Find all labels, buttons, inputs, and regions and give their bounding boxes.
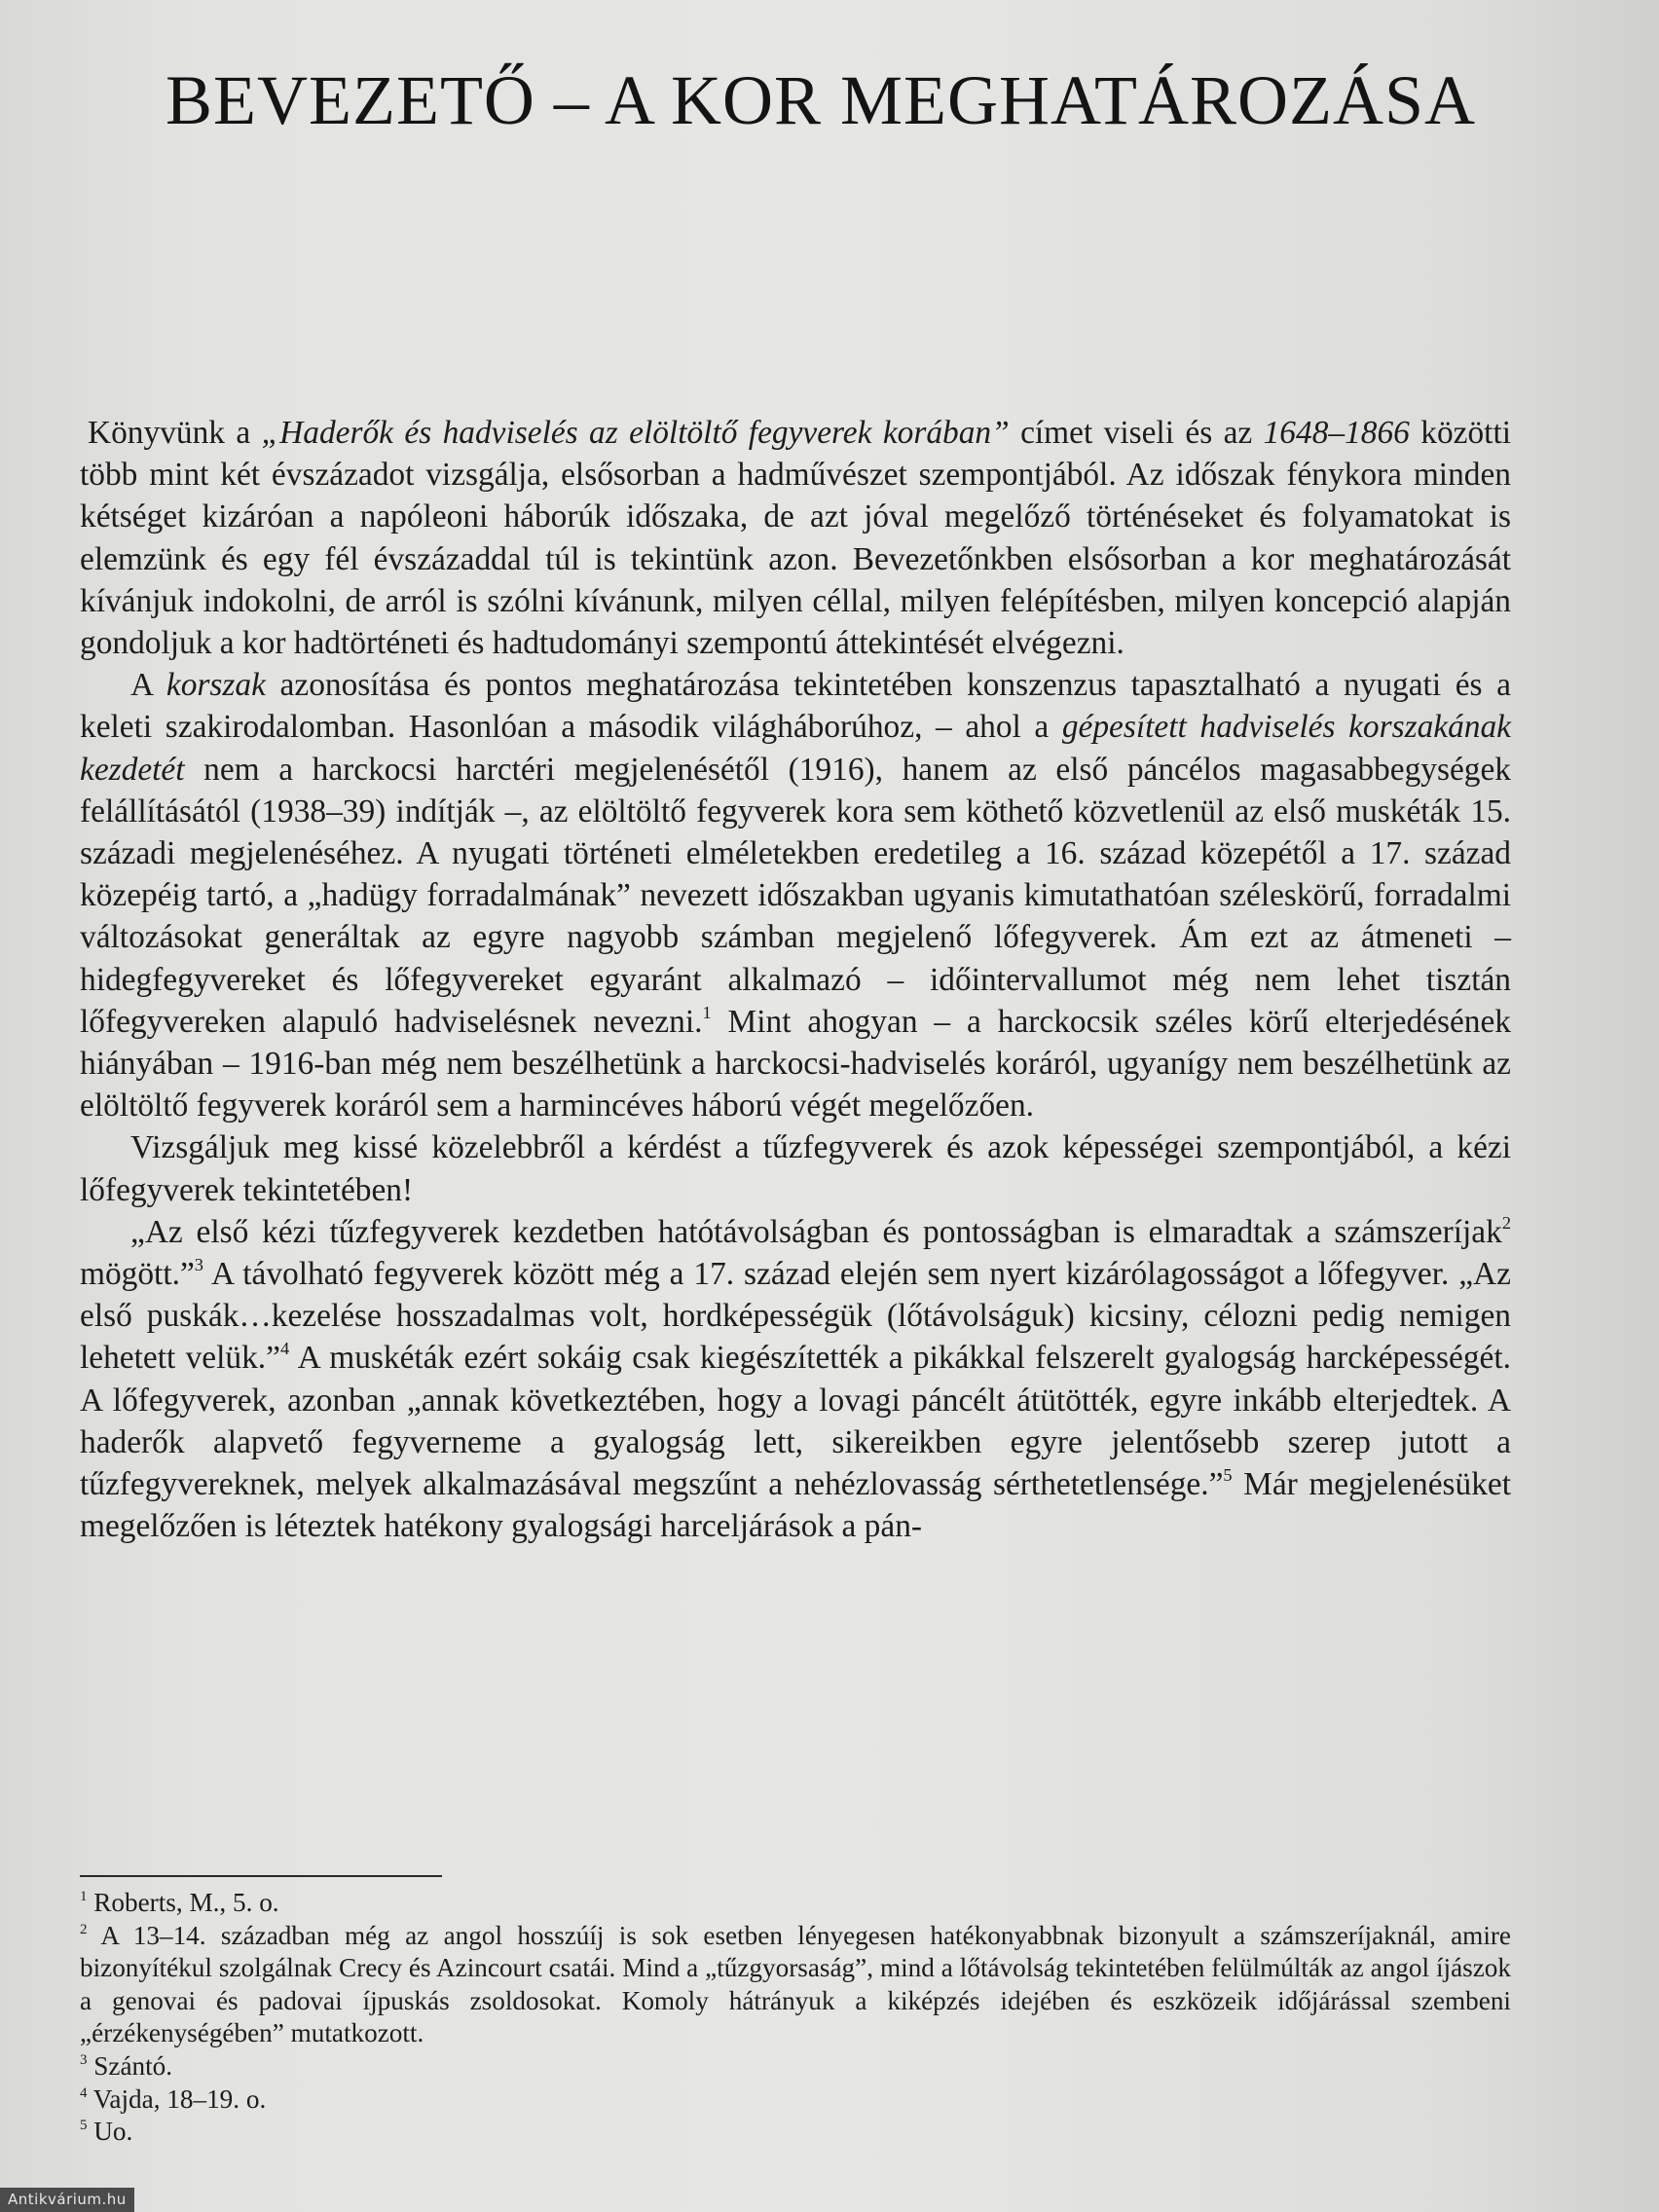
text-run: A xyxy=(130,667,166,704)
chapter-title: BEVEZETŐ – A KOR MEGHATÁROZÁSA xyxy=(166,61,1477,139)
footnote-text: Vajda, 18–19. o. xyxy=(87,2083,267,2114)
text-run: A távolható fegyverek között még a 17. század elején sem nyert kizárólagosságot a lőfegyver. „Az első puskák…kezelése hosszadalmas volt, hordképességük (lőtávolságuk) kicsiny, célozni pedig nemigen lehetett velük.” xyxy=(80,1256,1511,1377)
footnote-ref: 2 xyxy=(1501,1213,1511,1234)
italic-term: gépesített hadviselés korszakának kezdetét xyxy=(80,709,1511,788)
text-run: mögött.” xyxy=(80,1256,195,1293)
text-run: A muskéták ezért sokáig csak kiegészítették a pikákkal felszerelt gyalogság harcképességét. A lőfegyverek, azonban „annak következtében, hogy a lovagi páncélt átütötték, egyre inkább elterjedtek. A haderők alapvető fegyverneme a gyalogság lett, sikereikben egyre jelentősebb szerep jutott a tűzfegyvereknek, melyek alkalmazásával megszűnt a nehézlovasság sérthetetlensége.” xyxy=(80,1340,1512,1503)
text-run: azonosítása és pontos meghatározása tekintetében konszenzus tapasztalható a nyugati és a keleti szakirodalomban. Hasonlóan a második világháborúhoz, – ahol a xyxy=(80,667,1511,746)
footnote-1 xyxy=(80,1887,1511,1920)
body-text xyxy=(80,412,1511,1547)
footnote-text: Roberts, M., 5. o. xyxy=(87,1888,279,1917)
footnote-number: 2 xyxy=(80,1921,88,1937)
footnote-4 xyxy=(80,2083,1511,2117)
footnote-ref: 3 xyxy=(194,1255,203,1275)
text-run: Vizsgáljuk meg kissé közelebbről a kérdést a tűzfegyverek és azok képességei szempontjából, a kézi lőfegyverek tekintetében! xyxy=(80,1129,1511,1208)
text-run: közötti több mint két évszázadot vizsgálja, elsősorban a hadművészet szempontjából. Az időszak fénykora minden kétséget kizáróan a napóleoni háborúk időszaka, de azt jóval megelőző történéseket és folyamatokat is elemzünk és egy fél évszázaddal túl is tekintünk azon. Bevezetőnkben elsősorban a kor meghatározását kívánjuk indokolni, de arról is szólni kívánunk, milyen céllal, milyen felépítésben, milyen koncepció alapján gondoljuk a kor hadtörténeti és hadtudományi szempontú áttekintését elvégezni. xyxy=(80,415,1511,662)
footnote-number: 3 xyxy=(80,2051,88,2068)
italic-period: 1648–1866 xyxy=(1263,415,1410,451)
paragraph-4 xyxy=(80,1211,1511,1548)
footnote-3 xyxy=(80,2050,1511,2083)
paragraph-1 xyxy=(80,412,1511,664)
footnote-ref: 4 xyxy=(279,1339,290,1359)
footnote-divider xyxy=(80,1875,442,1877)
text-run: Könyvünk a xyxy=(88,415,262,451)
footnote-number: 1 xyxy=(80,1888,88,1904)
footnote-number: 5 xyxy=(80,2117,88,2133)
text-run: címet viseli és az xyxy=(1009,415,1264,451)
text-run: nem a harckocsi harctéri megjelenésétől (1916), hanem az első páncélos magasabbegységek felállításától (1938–39) indítják –, az elöltöltő fegyverek kora sem köthető közvetlenül az első muskéták 15. századi megjelenéséhez. A nyugati történeti elméletekben eredetileg a 16. század közepétől a 17. század közepéig tartó, a „hadügy forradalmának” nevezett időszakban ugyanis kimutathatóan széleskörű, forradalmi változásokat generáltak az egyre nagyobb számban megjelenő lőfegyverek. Ám ezt az átmeneti – hidegfegyvereket és lőfegyvereket egyaránt alkalmazó – időintervallumot még nem lehet tisztán lőfegyvereken alapuló hadviselésnek nevezni. xyxy=(80,751,1511,1040)
footnote-5 xyxy=(80,2116,1511,2149)
text-run: „Az első kézi tűzfegyverek kezdetben hatótávolságban és pontosságban is elmaradtak a számszeríjak xyxy=(130,1213,1502,1250)
watermark-label: Antikvárium.hu xyxy=(0,2188,134,2212)
footnotes xyxy=(80,1887,1511,2149)
paragraph-3 xyxy=(80,1126,1511,1210)
footnote-text: Szántó. xyxy=(87,2050,173,2081)
footnote-text: A 13–14. században még az angol hosszúíj is sok esetben lényegesen hatékonyabbnak bizonyult a számszeríjaknál, amire bizonyítékul szolgálnak Crecy és Azincourt csatái. Mind a „tűzgyorsaság”, mind a lőtávolság tekintetében felülmúlták az angol íjászok a genovai és padovai íjpuskás zsoldosokat. Komoly hátrányuk a kiképzés idejében és eszközeik időjárással szembeni „érzékenységében” mutatkozott. xyxy=(80,1920,1511,2048)
text-run: Már megjelenésüket megelőzően is léteztek hatékony gyalogsági harceljárások a pán- xyxy=(80,1466,1511,1545)
footnote-number: 4 xyxy=(80,2084,88,2101)
paragraph-2 xyxy=(80,664,1511,1126)
text-run: Mint ahogyan – a harckocsik széles körű elterjedésének hiányában – 1916-ban még nem beszélhetünk a harckocsi-hadviselés koráról, ugyanígy nem beszélhetünk az elöltöltő fegyverek koráról sem a harmincéves háború végét megelőzően. xyxy=(80,1003,1512,1124)
italic-book-title: „Haderők és hadviselés az elöltöltő fegyverek korában” xyxy=(261,415,1010,451)
footnote-2 xyxy=(80,1920,1511,2050)
footnote-ref: 1 xyxy=(702,1003,712,1023)
italic-term: korszak xyxy=(166,667,266,704)
footnote-ref: 5 xyxy=(1223,1465,1233,1486)
footnote-text: Uo. xyxy=(87,2117,133,2147)
